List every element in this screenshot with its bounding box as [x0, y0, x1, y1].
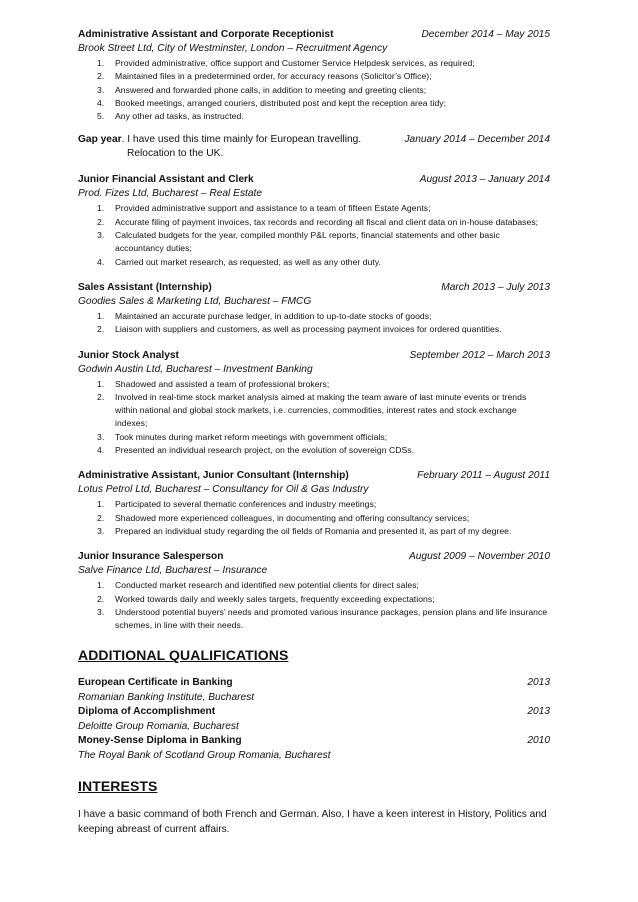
job-entry [78, 550, 550, 632]
duty-item: 3. Calculated budgets for the year, compiled monthly P&L reports, financial statements and other basic accountancy duties; [97, 230, 500, 254]
qualification-item [78, 734, 550, 763]
job-dates: September 2012 – March 2013 [409, 349, 550, 361]
duty-item: 2. Shadowed more experienced colleagues, in documenting and offering consultancy services; [97, 512, 470, 523]
duty-item: 2. Maintained files in a predetermined order, for accuracy reasons (Solicitor’s Office); [97, 71, 432, 82]
duty-item: 2. Liaison with suppliers and customers, as well as processing payment invoices for ordered quantities. [97, 324, 502, 335]
job-entry [78, 28, 550, 123]
duty-item: 1. Participated to several thematic conferences and industry meetings; [97, 499, 377, 510]
job-company: Godwin Austin Ltd, Bucharest – Investment Banking [78, 363, 313, 375]
qualification-title: European Certificate in Banking [78, 677, 233, 689]
duty-item: 2. Involved in real-time stock market analysis aimed at making the team aware of last minute events or trends within national and global stock markets, i.e. currencies, commodities, interest rates and stock exchange indexes; [97, 391, 527, 429]
duty-item: 1. Maintained an accurate purchase ledger, in addition to up-to-date stocks of goods; [97, 310, 432, 321]
job-dates: February 2011 – August 2011 [417, 470, 550, 482]
job-dates: August 2009 – November 2010 [408, 551, 550, 563]
job-company: Prod. Fizes Ltd, Bucharest – Real Estate [78, 188, 263, 200]
duty-item: 2. Worked towards daily and weekly sales targets, frequently exceeding expectations; [97, 593, 435, 604]
duty-item: 3. Took minutes during market reform meetings with government officials; [97, 431, 388, 442]
duty-item: 1. Provided administrative support and assistance to a team of fifteen Estate Agents; [97, 203, 431, 214]
job-company: Lotus Petrol Ltd, Bucharest – Consultancy for Oil & Gas Industry [78, 484, 369, 496]
gap-year-dates: January 2014 – December 2014 [404, 134, 550, 146]
qualifications-list [78, 676, 550, 763]
job-dates: March 2013 – July 2013 [441, 281, 550, 293]
job-title: Administrative Assistant and Corporate Receptionist [78, 29, 334, 40]
job-entry [78, 173, 550, 268]
duty-item: 1. Provided administrative, office support and Customer Service Helpdesk services, as required; [97, 58, 475, 68]
gap-year-label: Gap year [78, 134, 122, 146]
duty-item: 3. Prepared an individual study regarding the oil fields of Romania and presented it, as part of my degree. [97, 525, 512, 536]
duty-list [78, 310, 550, 337]
job-dates: August 2013 – January 2014 [419, 174, 550, 186]
duty-list [78, 579, 550, 632]
duty-item: 4. Booked meetings, arranged couriers, distributed post and kept the reception area tidy; [97, 97, 447, 108]
qualification-institution: The Royal Bank of Scotland Group Romania, Bucharest [78, 749, 331, 761]
qualifications-heading: ADDITIONAL QUALIFICATIONS [78, 647, 289, 664]
job-entry [78, 469, 550, 538]
job-company: Goodies Sales & Marketing Ltd, Bucharest – FMCG [78, 295, 312, 307]
job-entry [78, 349, 550, 458]
duty-item: 4. Presented an individual research project, on the evolution of sovereign CDSs. [97, 445, 415, 456]
job-title: Sales Assistant (Internship) [78, 281, 212, 293]
gap-year-continuation: Relocation to the UK. [127, 148, 224, 160]
gap-year-text: . I have used this time mainly for European travelling. [121, 134, 362, 146]
duty-item: 1. Conducted market research and identified new potential clients for direct sales; [97, 580, 419, 591]
job-title: Junior Financial Assistant and Clerk [78, 174, 254, 186]
interests-heading: INTERESTS [78, 778, 158, 795]
job-title: Junior Stock Analyst [78, 349, 179, 361]
qualification-item [78, 676, 550, 705]
job-entry [78, 281, 550, 337]
duty-item: 3. Answered and forwarded phone calls, in addition to meeting and greeting clients; [97, 84, 427, 95]
duty-item: 1. Shadowed and assisted a team of professional brokers; [97, 378, 330, 389]
interests-text: I have a basic command of both French and German. Also, I have a keen interest in History, Politics and keeping abreast of current affairs. [78, 809, 547, 836]
duty-list [78, 378, 550, 458]
job-dates: December 2014 – May 2015 [421, 29, 550, 40]
qualification-year: 2013 [527, 706, 550, 718]
job-title: Junior Insurance Salesperson [78, 551, 224, 563]
qualification-year: 2010 [527, 735, 550, 747]
qualification-item [78, 705, 550, 734]
duty-list [78, 498, 550, 538]
qualification-institution: Deloitte Group Romania, Bucharest [78, 720, 239, 732]
qualification-title: Diploma of Accomplishment [78, 706, 216, 718]
duty-item: 4. Carried out market research, as requested, as well as any other duty. [97, 256, 382, 267]
job-title: Administrative Assistant, Junior Consultant (Internship) [78, 470, 349, 482]
job-company: Salve Finance Ltd, Bucharest – Insurance [78, 565, 268, 577]
qualification-title: Money-Sense Diploma in Banking [78, 735, 242, 747]
duty-item: 3. Understood potential buyers’ needs and promoted various insurance packages, pension plans and life insurance schemes, in line with their needs. [97, 606, 548, 631]
duty-list [78, 57, 550, 123]
duty-item: 5. Any other ad tasks, as instructed. [97, 111, 244, 122]
gap-year-entry [78, 133, 550, 161]
duty-list [78, 202, 550, 268]
job-company: Brook Street Ltd, City of Westminster, London – Recruitment Agency [78, 43, 388, 54]
qualification-year: 2013 [527, 677, 550, 689]
resume-page [78, 28, 550, 837]
qualification-institution: Romanian Banking Institute, Bucharest [78, 691, 255, 703]
duty-item: 2. Accurate filing of payment invoices, tax records and recording all fiscal and client data on in-house databases; [97, 216, 539, 227]
